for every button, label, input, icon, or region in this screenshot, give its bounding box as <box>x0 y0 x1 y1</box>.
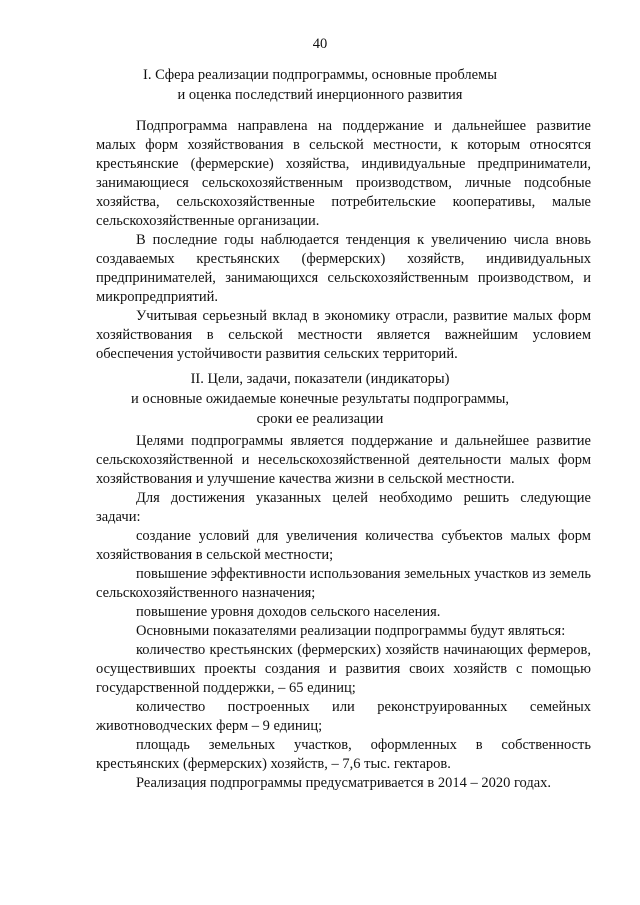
section2-heading-line: сроки ее реализации <box>256 411 384 427</box>
section2-heading-line: II. Цели, задачи, показатели (индикаторы) <box>190 371 450 387</box>
list-item: площадь земельных участков, оформленных в собственность крестьянских (фермерских) хозяйств, – 7,6 тыс. гектаров. <box>96 737 591 772</box>
paragraph: Реализация подпрограммы предусматривается в 2014 – 2020 годах. <box>136 775 552 791</box>
paragraph: Подпрограмма направлена на поддержание и дальнейшее развитие малых форм хозяйствования в сельской местности, к которым относятся крестьянские (фермерские) хозяйства, индивидуальные предприниматели, занимающиеся сельскохозяйственным производством, личные подсобные хозяйства, сельскохозяйственные потребительские кооперативы, малые сельскохозяйственные организации. <box>96 118 591 229</box>
paragraph: Для достижения указанных целей необходимо решить следующие задачи: <box>96 490 591 525</box>
paragraph: Учитывая серьезный вклад в экономику отрасли, развитие малых форм хозяйствования в сельской местности является важнейшим условием обеспечения устойчивости развития сельских территорий. <box>96 308 591 362</box>
section2-heading <box>0 369 640 429</box>
paragraph: Целями подпрограммы является поддержание и дальнейшее развитие сельскохозяйственной и несельскохозяйственной деятельности малых форм хозяйствования и улучшение качества жизни в сельской местности. <box>96 433 591 487</box>
list-item: создание условий для увеличения количества субъектов малых форм хозяйствования в сельской местности; <box>96 528 591 563</box>
section1-body <box>96 117 591 364</box>
section1-heading <box>0 65 640 105</box>
section2-heading-line: и основные ожидаемые конечные результаты подпрограммы, <box>130 391 510 407</box>
page-number: 40 <box>312 36 328 52</box>
paragraph: Основными показателями реализации подпрограммы будут являться: <box>136 623 566 639</box>
section1-heading-line: I. Сфера реализации подпрограммы, основные проблемы <box>143 67 497 83</box>
section1-heading-line: и оценка последствий инерционного развития <box>177 87 463 103</box>
paragraph: В последние годы наблюдается тенденция к увеличению числа вновь создаваемых крестьянских (фермерских) хозяйств, индивидуальных предпринимателей, занимающихся сельскохозяйственным производством, и микропредприятий. <box>96 232 591 305</box>
list-item: повышение уровня доходов сельского населения. <box>136 604 441 620</box>
section2-body <box>96 432 591 793</box>
list-item: количество построенных или реконструированных семейных животноводческих ферм – 9 единиц; <box>96 699 591 734</box>
list-item: количество крестьянских (фермерских) хозяйств начинающих фермеров, осуществивших проекты создания и развития своих хозяйств с помощью государственной поддержки, – 65 единиц; <box>96 642 591 696</box>
list-item: повышение эффективности использования земельных участков из земель сельскохозяйственного назначения; <box>96 566 591 601</box>
